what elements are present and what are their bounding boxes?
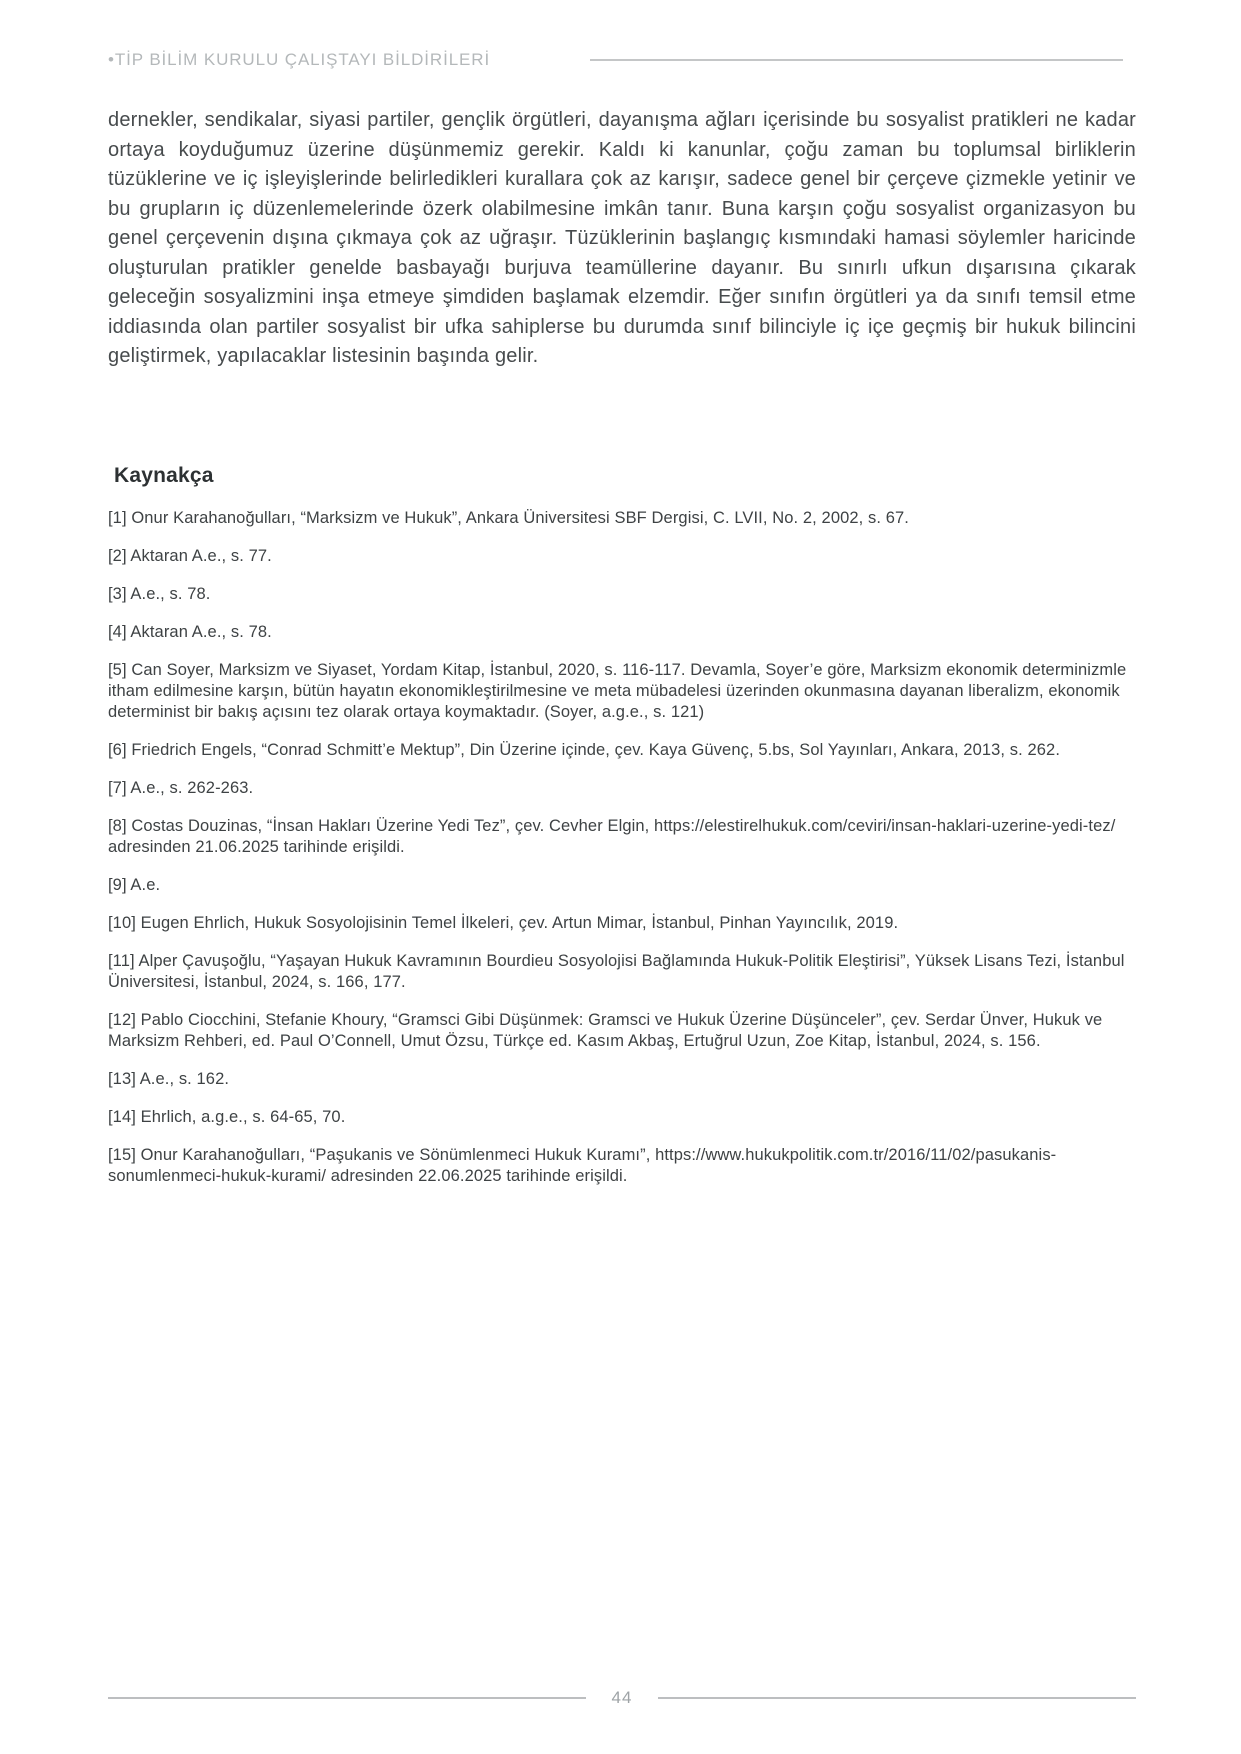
header-rule xyxy=(590,59,1123,61)
reference-item: [5] Can Soyer, Marksizm ve Siyaset, Yordam Kitap, İstanbul, 2020, s. 116-117. Devamla, Soyer’e göre, Marksizm ekonomik determinizmle itham edilmesine karşın, bütün hayatın ekonomikleştirilmesine ve meta mübadelesi üzerinden okunmasına dayanan liberalizm, ekonomik determinist bir bakış açısını tez olarak ortaya koymaktadır. (Soyer, a.g.e., s. 121) xyxy=(108,661,1127,721)
footer-rule-left xyxy=(108,1697,586,1699)
body-paragraph: dernekler, sendikalar, siyasi partiler, gençlik örgütleri, dayanışma ağları içerisinde bu sosyalist pratikleri ne kadar ortaya koyduğumuz üzerine düşünmemiz gerekir. Kaldı ki kanunlar, çoğu zaman bu toplumsal birliklerin tüzüklerine ve iç işleyişlerinde belirledikleri kurallara çok az karışır, sadece genel bir çerçeve çizmekle yetinir ve bu grupların iç düzenlemelerinde özerk olabilmesine imkân tanır. Buna karşın çoğu sosyalist organizasyon bu genel çerçevenin dışına çıkmaya çok az uğraşır. Tüzüklerinin başlangıç kısmındaki hamasi söylemler haricinde oluşturulan pratikler genelde basbayağı burjuva teamüllerine dayanır. Bu sınırlı ufkun dışarısına çıkarak geleceğin sosyalizmini inşa etmeye şimdiden başlamak elzemdir. Eğer sınıfın örgütleri ya da sınıfı temsil etme iddiasında olan partiler sosyalist bir ufka sahiplerse bu durumda sınıf bilinciyle iç içe geçmiş bir hukuk bilincini geliştirmek, yapılacaklar listesinin başında gelir. xyxy=(108,109,1136,367)
reference-item: [14] Ehrlich, a.g.e., s. 64-65, 70. xyxy=(108,1108,346,1126)
reference-item: [11] Alper Çavuşoğlu, “Yaşayan Hukuk Kavramının Bourdieu Sosyolojisi Bağlamında Hukuk-Politik Eleştirisi”, Yüksek Lisans Tezi, İstanbul Üniversitesi, İstanbul, 2024, s. 166, 177. xyxy=(108,952,1125,991)
reference-item: [9] A.e. xyxy=(108,876,161,894)
page-header xyxy=(108,50,1123,70)
references-heading: Kaynakça xyxy=(114,464,214,487)
footer-rule-right xyxy=(658,1697,1136,1699)
reference-item: [15] Onur Karahanoğulları, “Paşukanis ve Sönümlenmeci Hukuk Kuramı”, https://www.hukukpolitik.com.tr/2016/11/02/pasukanis-sonumlenmeci-hukuk-kurami/ adresinden 22.06.2025 tarihinde erişildi. xyxy=(108,1146,1057,1185)
reference-item: [10] Eugen Ehrlich, Hukuk Sosyolojisinin Temel İlkeleri, çev. Artun Mimar, İstanbul, Pinhan Yayıncılık, 2019. xyxy=(108,914,899,932)
reference-item: [1] Onur Karahanoğulları, “Marksizm ve Hukuk”, Ankara Üniversitesi SBF Dergisi, C. LVII, No. 2, 2002, s. 67. xyxy=(108,509,909,527)
page-footer xyxy=(108,1688,1136,1708)
reference-item: [4] Aktaran A.e., s. 78. xyxy=(108,623,272,641)
running-head-title: •TİP BİLİM KURULU ÇALIŞTAYI BİLDİRİLERİ xyxy=(108,50,491,69)
reference-item: [7] A.e., s. 262-263. xyxy=(108,779,254,797)
reference-item: [3] A.e., s. 78. xyxy=(108,585,211,603)
reference-item: [6] Friedrich Engels, “Conrad Schmitt’e Mektup”, Din Üzerine içinde, çev. Kaya Güvenç, 5.bs, Sol Yayınları, Ankara, 2013, s. 262. xyxy=(108,741,1061,759)
page-number: 44 xyxy=(611,1688,633,1707)
reference-item: [13] A.e., s. 162. xyxy=(108,1070,230,1088)
references-list xyxy=(108,508,1140,1204)
reference-item: [2] Aktaran A.e., s. 77. xyxy=(108,547,272,565)
reference-item: [12] Pablo Ciocchini, Stefanie Khoury, “Gramsci Gibi Düşünmek: Gramsci ve Hukuk Üzerine Düşünceler”, çev. Serdar Ünver, Hukuk ve Marksizm Rehberi, ed. Paul O’Connell, Umut Özsu, Türkçe ed. Kasım Akbaş, Ertuğrul Uzun, Zoe Kitap, İstanbul, 2024, s. 156. xyxy=(108,1011,1103,1050)
reference-item: [8] Costas Douzinas, “İnsan Hakları Üzerine Yedi Tez”, çev. Cevher Elgin, https://elestirelhukuk.com/ceviri/insan-haklari-uzerine-yedi-tez/ adresinden 21.06.2025 tarihinde erişildi. xyxy=(108,817,1116,856)
